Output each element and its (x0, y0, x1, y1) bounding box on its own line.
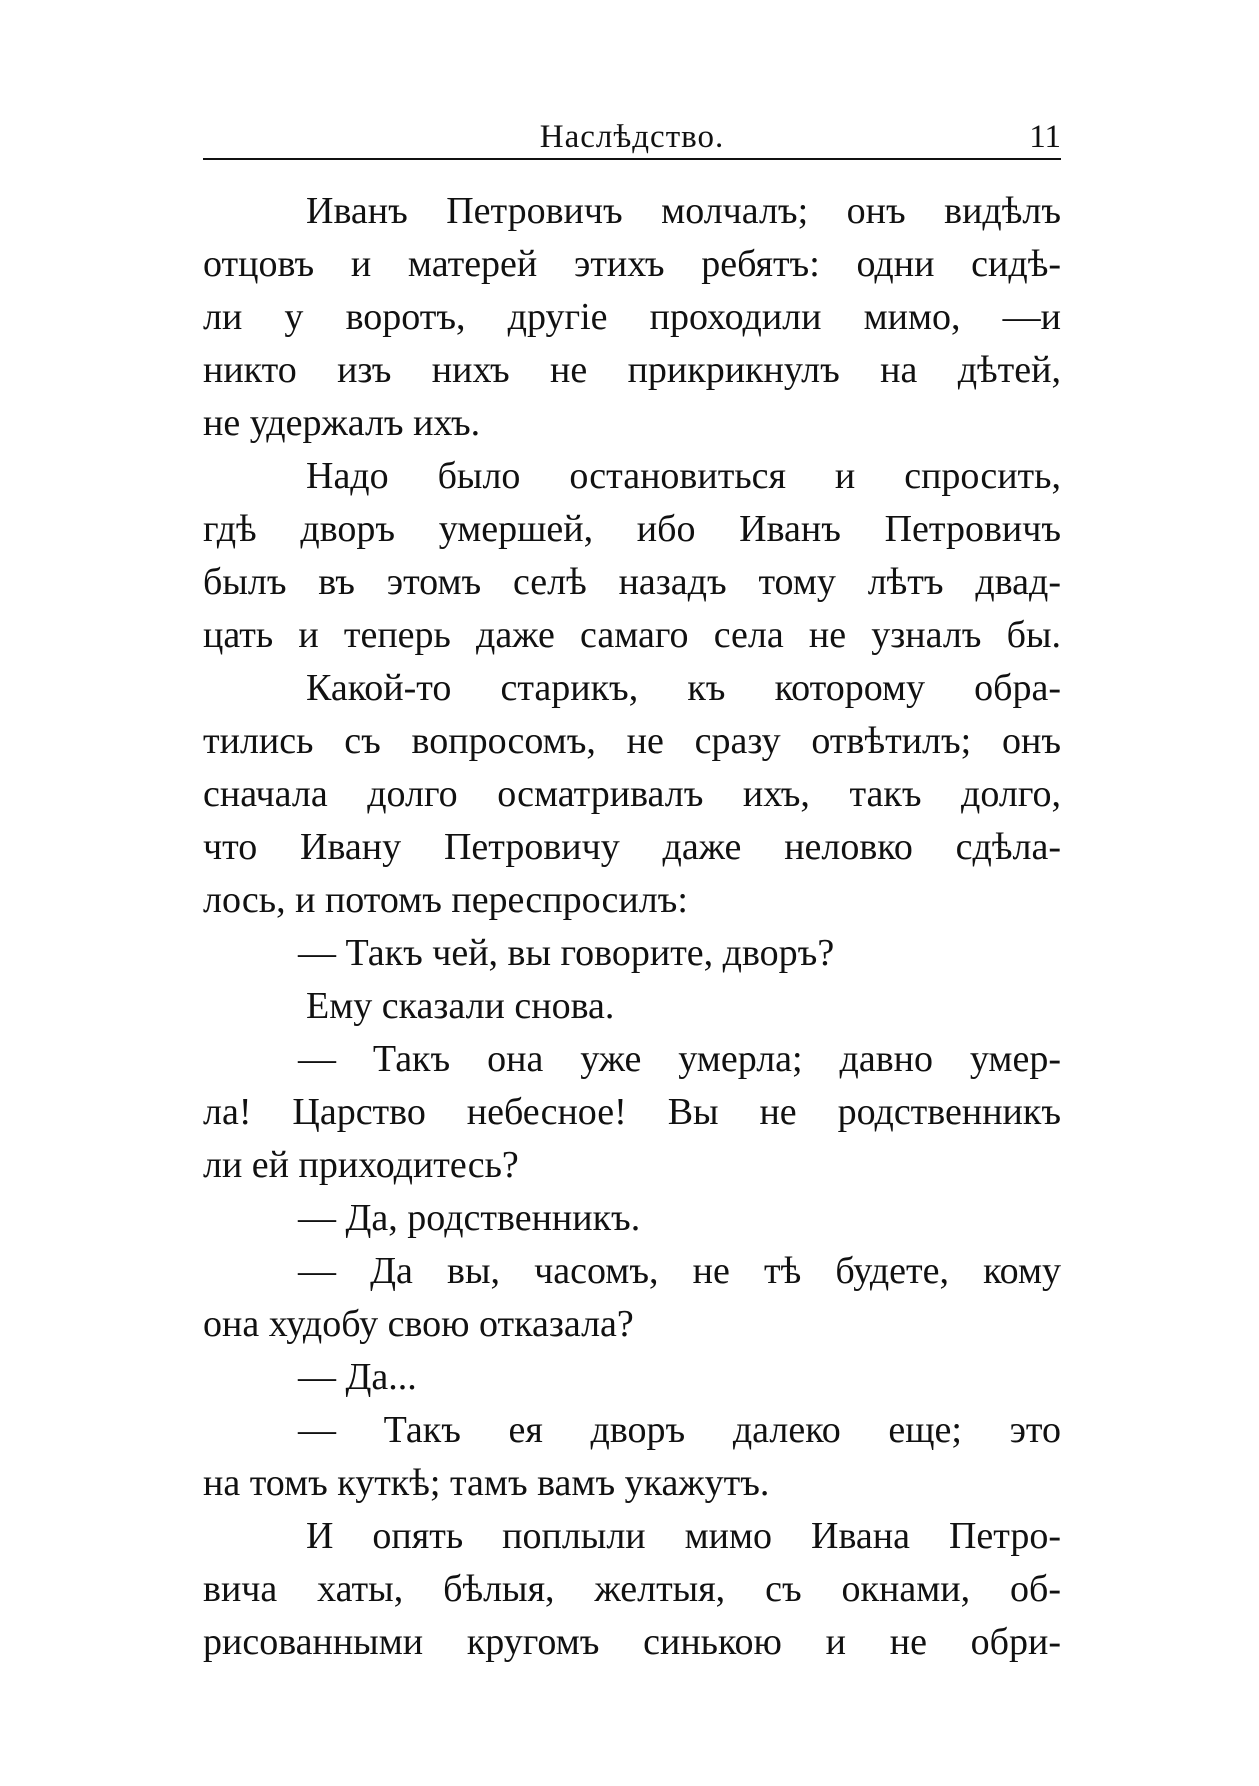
dialog-line: — Такъ ея дворъ далеко еще; это (298, 1409, 1061, 1451)
page-number: 11 (1029, 119, 1061, 155)
dialog-line: — Такъ чей, вы говорите, дворъ? (298, 932, 835, 974)
text-line: тились съ вопросомъ, не сразу отвѣтилъ; онъ (203, 720, 1061, 762)
running-title: Наслѣдство. (539, 119, 725, 155)
text-line: рисованными кругомъ синькою и не обри- (203, 1621, 1061, 1663)
text-line: на томъ куткѣ; тамъ вамъ укажутъ. (203, 1462, 770, 1504)
text-line: что Ивану Петровичу даже неловко сдѣла- (203, 826, 1061, 868)
dialog-line: — Да вы, часомъ, не тѣ будете, кому (298, 1250, 1061, 1292)
text-line: отцовъ и матерей этихъ ребятъ: одни сидѣ- (203, 243, 1061, 285)
header-rule (203, 158, 1061, 160)
text-line: былъ въ этомъ селѣ назадъ тому лѣтъ двад- (203, 561, 1061, 603)
text-line: ли ей приходитесь? (203, 1144, 519, 1186)
dialog-line: — Да... (298, 1356, 417, 1398)
text-line: И опять поплыли мимо Ивана Петро- (306, 1515, 1061, 1557)
text-line: вича хаты, бѣлыя, желтыя, съ окнами, об- (203, 1568, 1061, 1610)
dialog-line: — Да, родственникъ. (298, 1197, 641, 1239)
dialog-line: — Такъ она уже умерла; давно умер- (298, 1038, 1061, 1080)
text-line: сначала долго осматривалъ ихъ, такъ долго, (203, 773, 1061, 815)
text-line: гдѣ дворъ умершей, ибо Иванъ Петровичъ (203, 508, 1061, 550)
text-line: ла! Царство небесное! Вы не родственникъ (203, 1091, 1061, 1133)
text-line: ли у воротъ, другіе проходили мимо, —и (203, 296, 1061, 338)
text-line: никто изъ нихъ не прикрикнулъ на дѣтей, (203, 349, 1061, 391)
text-line: цать и теперь даже самаго села не узналъ бы. (203, 614, 1061, 656)
running-header (203, 112, 1061, 162)
text-line: лось, и потомъ переспросилъ: (203, 879, 688, 921)
text-line: не удержалъ ихъ. (203, 402, 481, 444)
text-line: Ему сказали снова. (306, 985, 615, 1027)
text-line: Какой-то старикъ, къ которому обра- (306, 667, 1061, 709)
text-line: Надо было остановиться и спросить, (306, 455, 1061, 497)
text-line: она худобу свою отказала? (203, 1303, 634, 1345)
text-line: Иванъ Петровичъ молчалъ; онъ видѣлъ (306, 190, 1061, 232)
body-text (203, 185, 1061, 1669)
